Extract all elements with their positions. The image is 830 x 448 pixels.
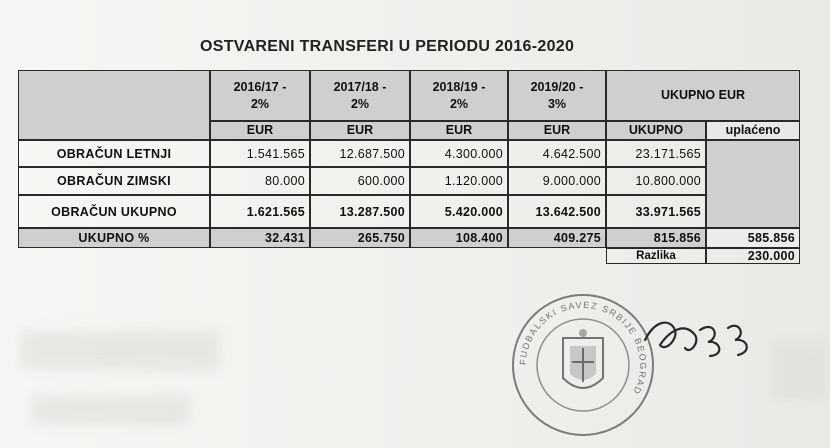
handwritten-signature (640, 300, 770, 370)
period-rate: 3% (547, 96, 567, 111)
total-group-header: UKUPNO EUR (606, 70, 800, 121)
paid-cell: 585.856 (706, 228, 800, 248)
table-cell: 32.431 (210, 228, 310, 248)
period-label: 2017/18 - (333, 79, 387, 94)
table-cell: 12.687.500 (310, 140, 410, 167)
period-header (410, 70, 508, 121)
table-cell: 4.300.000 (410, 140, 508, 167)
total-cell: 815.856 (606, 228, 706, 248)
currency-header: EUR (310, 121, 410, 140)
table-cell: 1.621.565 (210, 195, 310, 228)
table-cell: 9.000.000 (508, 167, 606, 195)
table-cell: 13.287.500 (310, 195, 410, 228)
currency-header: EUR (210, 121, 310, 140)
transfers-table (18, 70, 800, 312)
period-label: 2018/19 - (432, 79, 486, 94)
period-rate: 2% (250, 96, 270, 111)
paid-column-header: uplaćeno (706, 121, 800, 140)
table-cell: 80.000 (210, 167, 310, 195)
table-cell: 600.000 (310, 167, 410, 195)
table-cell: 13.642.500 (508, 195, 606, 228)
total-column-header: UKUPNO (606, 121, 706, 140)
difference-value: 230.000 (706, 248, 800, 264)
row-label: UKUPNO % (18, 228, 210, 248)
period-label: 2019/20 - (530, 79, 584, 94)
total-cell: 10.800.000 (606, 167, 706, 195)
background-smudge (20, 330, 220, 370)
total-cell: 23.171.565 (606, 140, 706, 167)
official-stamp (508, 290, 658, 440)
document-title: OSTVARENI TRANSFERI U PERIODU 2016-2020 (200, 38, 575, 55)
background-smudge (30, 395, 190, 425)
table-cell: 4.642.500 (508, 140, 606, 167)
total-cell: 33.971.565 (606, 195, 706, 228)
currency-header: EUR (410, 121, 508, 140)
table-cell: 108.400 (410, 228, 508, 248)
table-cell: 1.120.000 (410, 167, 508, 195)
background-smudge (770, 340, 830, 400)
period-rate: 2% (449, 96, 469, 111)
table-cell: 409.275 (508, 228, 606, 248)
stamp-text: FUDBALSKI SAVEZ SRBIJE BEOGRAD (517, 299, 649, 397)
difference-label: Razlika (606, 248, 706, 264)
period-header (508, 70, 606, 121)
period-label: 2016/17 - (233, 79, 287, 94)
paid-merged-cell (706, 140, 800, 228)
period-rate: 2% (350, 96, 370, 111)
currency-header: EUR (508, 121, 606, 140)
table-corner (18, 70, 210, 140)
period-header (310, 70, 410, 121)
row-label: OBRAČUN ZIMSKI (18, 167, 210, 195)
table-cell: 1.541.565 (210, 140, 310, 167)
period-header (210, 70, 310, 121)
table-cell: 5.420.000 (410, 195, 508, 228)
row-label: OBRAČUN LETNJI (18, 140, 210, 167)
row-label: OBRAČUN UKUPNO (18, 195, 210, 228)
table-cell: 265.750 (310, 228, 410, 248)
